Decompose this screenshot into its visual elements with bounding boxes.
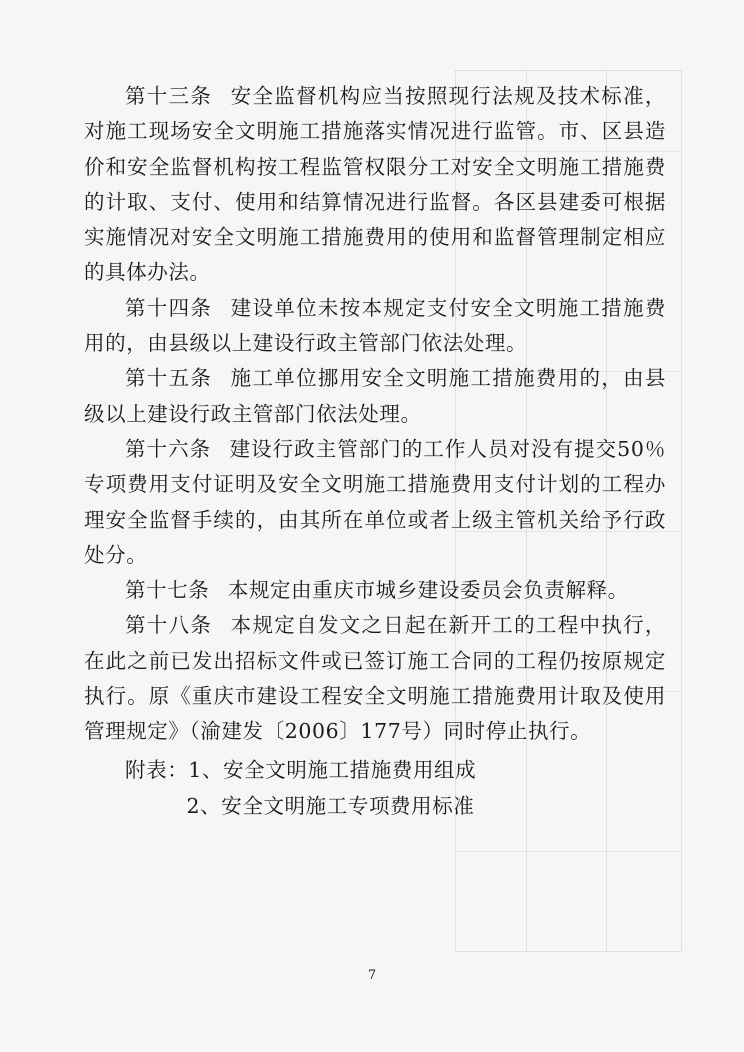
article-text: 安全监督机构应当按照现行法规及技术标准，对施工现场安全文明施工措施落实情况进行监管。市、区县造价和安全监督机构按工程监管权限分工对安全文明施工措施费的计取、支付、使用和结算情况进行监督。各区县建委可根据实施情况对安全文明施工措施费用的使用和监督管理制定相应的具体办法。 <box>84 84 667 285</box>
article-text: 建设单位未按本规定支付安全文明施工措施费用的，由县级以上建设行政主管部门依法处理。 <box>84 295 667 356</box>
article-number: 第十三条 <box>125 84 213 108</box>
appendix-list <box>84 752 666 824</box>
article-number: 第十四条 <box>125 295 213 320</box>
article-paragraph <box>84 361 666 432</box>
appendix-item-2: 2、安全文明施工专项费用标准 <box>186 794 475 818</box>
bleed-row-line <box>456 851 681 852</box>
article-paragraph <box>84 291 666 362</box>
article-text: 本规定自发文之日起在新开工的工程中执行，在此之前已发出招标文件或已签订施工合同的工程仍按原规定执行。原《重庆市建设工程安全文明施工措施费用计取及使用管理规定》（渝建发〔2006〕177号）同时停止执行。 <box>84 613 667 744</box>
article-number: 第十六条 <box>125 436 212 461</box>
document-body <box>84 79 666 750</box>
article-number: 第十五条 <box>125 366 213 391</box>
page-number: 7 <box>367 968 377 983</box>
article-paragraph <box>84 432 666 573</box>
article-paragraph <box>84 573 666 608</box>
article-text: 建设行政主管部门的工作人员对没有提交50％专项费用支付证明及安全文明施工措施费用支付计划的工程办理安全监督手续的，由其所在单位或者上级主管机关给予行政处分。 <box>84 436 666 567</box>
article-text: 本规定由重庆市城乡建设委员会负责解释。 <box>227 578 629 603</box>
article-paragraph <box>84 608 666 749</box>
appendix-item-1: 附表：1、安全文明施工措施费用组成 <box>125 758 477 782</box>
article-paragraph <box>84 79 666 291</box>
article-number: 第十八条 <box>125 613 213 638</box>
article-number: 第十七条 <box>125 578 210 603</box>
article-text: 施工单位挪用安全文明施工措施费用的，由县级以上建设行政主管部门依法处理。 <box>84 366 667 426</box>
